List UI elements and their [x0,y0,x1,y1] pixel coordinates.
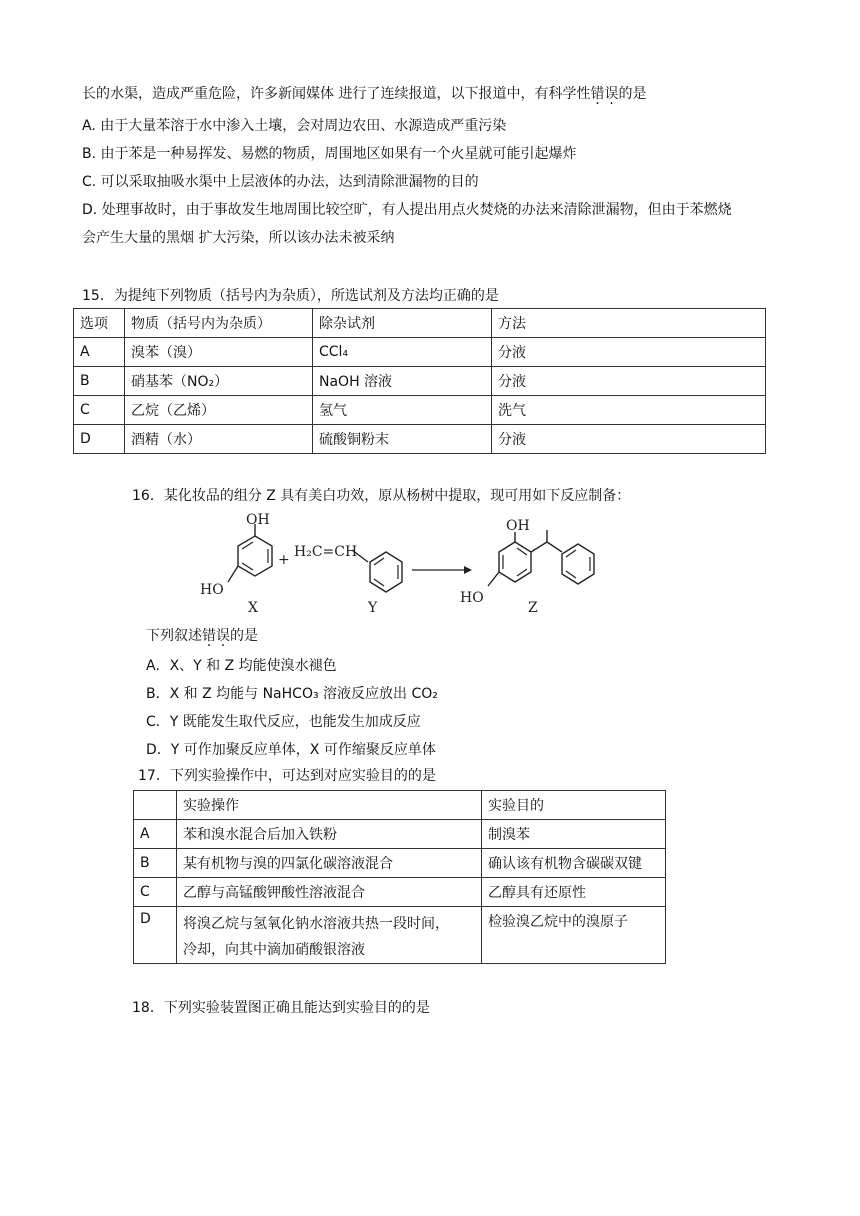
q16-option-c: C．Y 既能发生取代反应，也能发生加成反应 [146,714,421,730]
table-row [134,820,666,849]
molecule-z [460,518,594,616]
table-row [74,396,766,425]
label-y: Y [368,600,378,616]
table-header: 实验操作 [177,791,482,820]
table-cell: 检验溴乙烷中的溴原子 [482,907,666,964]
table-cell: C [134,878,177,907]
q14-option-c: C. 可以采取抽吸水渠中上层液体的办法，达到清除泄漏物的目的 [82,174,479,190]
q16-option-a: A．X、Y 和 Z 均能使溴水褪色 [146,658,337,674]
q14-option-d-cont: 会产生大量的黑烟 扩大污染，所以该办法未被采纳 [82,230,395,246]
table-row [74,309,766,338]
table-cell: 苯和溴水混合后加入铁粉 [177,820,482,849]
label-z: Z [528,600,538,616]
molecule-y [294,544,402,616]
table-cell: NaOH 溶液 [313,367,492,396]
ho-label: HO [460,590,484,606]
table-cell: C [74,396,125,425]
table-cell: 分液 [492,425,766,454]
table-cell: 洗气 [492,396,766,425]
emphasis-char: 误 [216,628,230,644]
q16-stem: 16．某化妆品的组分 Z 具有美白功效，原从杨树中提取，现可用如下反应制备： [132,488,631,504]
table-row [74,367,766,396]
table-cell: D [134,907,177,964]
table-cell: 酒精（水） [125,425,313,454]
q16-prompt: 下列叙述错误的是 [146,628,258,644]
table-cell: D [74,425,125,454]
emphasis-char: 错 [202,628,216,644]
table-row [134,791,666,820]
table-cell: CCl₄ [313,338,492,367]
table-cell: B [134,849,177,878]
molecule-x [200,512,272,616]
table-row [134,907,666,964]
table-cell: 硝基苯（NO₂） [125,367,313,396]
table-row [134,849,666,878]
label-x: X [248,600,258,616]
q15-table [73,308,766,454]
table-cell: 分液 [492,338,766,367]
q14-option-b: B. 由于苯是一种易挥发、易燃的物质，周围地区如果有一个火星就可能引起爆炸 [82,146,577,162]
table-row [74,425,766,454]
table-cell: 乙烷（乙烯） [125,396,313,425]
table-header [134,791,177,820]
table-cell: 乙醇与高锰酸钾酸性溶液混合 [177,878,482,907]
table-cell: 某有机物与溴的四氯化碳溶液混合 [177,849,482,878]
table-cell: B [74,367,125,396]
table-cell: A [74,338,125,367]
plus-sign: + [278,552,290,568]
q18-stem: 18．下列实验装置图正确且能达到实验目的的是 [132,1000,430,1016]
q15-stem: 15．为提纯下列物质（括号内为杂质），所选试剂及方法均正确的是 [82,288,499,304]
table-cell: 分液 [492,367,766,396]
table-row [134,878,666,907]
vinyl-label: H₂C=CH [294,544,358,560]
q17-table [133,790,666,964]
q16-option-d: D．Y 可作加聚反应单体，X 可作缩聚反应单体 [146,742,436,758]
table-cell: A [134,820,177,849]
emphasis-char: 错 [590,86,605,102]
table-cell: 溴苯（溴） [125,338,313,367]
table-cell: 制溴苯 [482,820,666,849]
q16-option-b: B．X 和 Z 均能与 NaHCO₃ 溶液反应放出 CO₂ [146,686,438,702]
q17-stem: 17．下列实验操作中，可达到对应实验目的的是 [138,768,436,784]
table-cell: 氢气 [313,396,492,425]
q14-option-d: D. 处理事故时，由于事故发生地周围比较空旷，有人提出用点火焚烧的办法来清除泄漏物，但由于苯燃烧 [82,202,732,218]
q14-option-a: A. 由于大量苯溶于水中渗入土壤，会对周边农田、水源造成严重污染 [82,118,507,134]
table-header: 方法 [492,309,766,338]
table-header: 物质（括号内为杂质） [125,309,313,338]
oh-label: OH [246,512,270,528]
reaction-arrow [412,566,472,574]
table-row [74,338,766,367]
table-cell: 乙醇具有还原性 [482,878,666,907]
oh-label: OH [506,518,530,534]
table-cell: 硫酸铜粉末 [313,425,492,454]
table-cell: 确认该有机物含碳碳双键 [482,849,666,878]
q14-line-1: 长的水渠，造成严重危险，许多新闻媒体 进行了连续报道，以下报道中，有科学性错误的是 [82,86,647,102]
ho-label: HO [200,582,224,598]
reaction-scheme [190,512,650,622]
table-header: 实验目的 [482,791,666,820]
table-header: 选项 [74,309,125,338]
table-header: 除杂试剂 [313,309,492,338]
emphasis-char: 误 [604,86,619,102]
table-cell: 将溴乙烷与氢氧化钠水溶液共热一段时间， 冷却，向其中滴加硝酸银溶液 [177,907,482,964]
